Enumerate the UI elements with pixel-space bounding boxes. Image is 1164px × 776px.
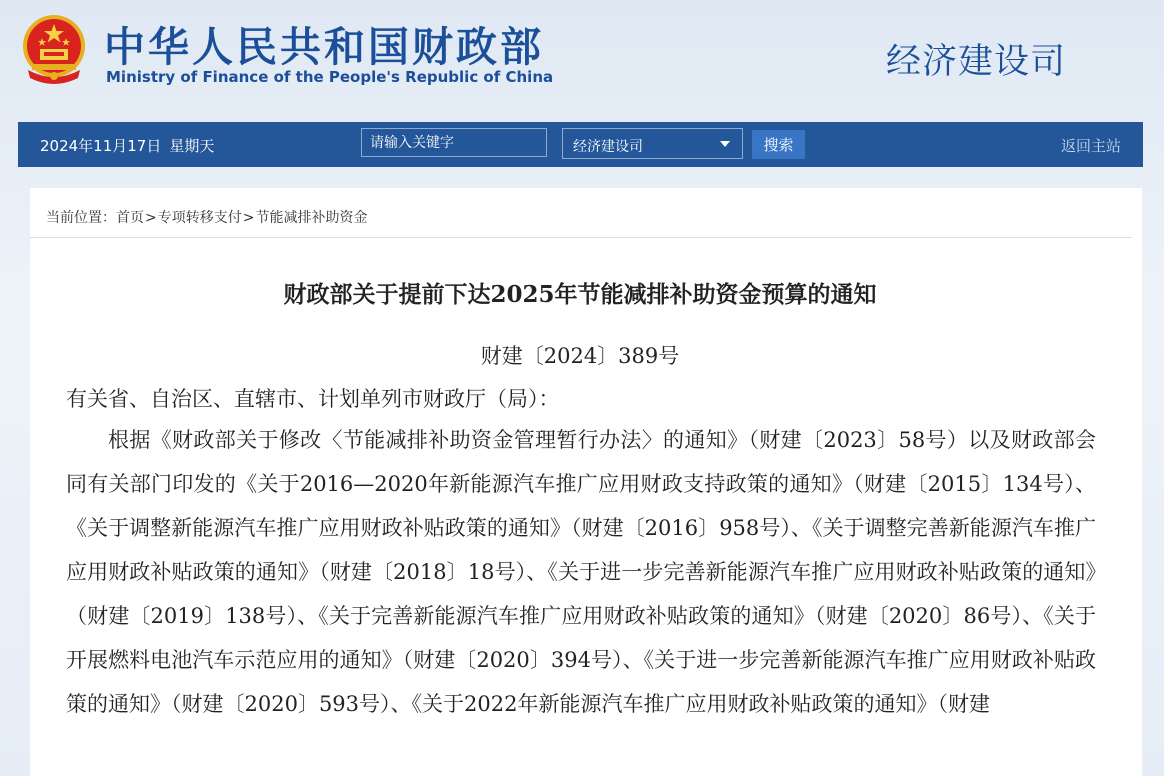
article-panel bbox=[30, 188, 1142, 776]
breadcrumb-home[interactable]: 首页 bbox=[116, 210, 144, 226]
section-title: 经济建设司 bbox=[886, 42, 1067, 82]
date-text: 2024年11月17日 bbox=[40, 137, 162, 155]
national-emblem-icon bbox=[18, 12, 90, 90]
breadcrumb-special-transfer[interactable]: 专项转移支付 bbox=[157, 210, 242, 226]
channel-select-value: 经济建设司 bbox=[573, 139, 643, 155]
breadcrumb bbox=[46, 207, 367, 227]
breadcrumb-label: 当前位置： bbox=[46, 210, 116, 226]
recipients-line: 有关省、自治区、直辖市、计划单列市财政厅（局）： bbox=[66, 387, 560, 411]
breadcrumb-divider bbox=[30, 237, 1132, 238]
breadcrumb-separator: > bbox=[145, 210, 157, 226]
site-name-cn[interactable]: 中华人民共和国财政部 bbox=[104, 23, 544, 71]
breadcrumb-separator: > bbox=[242, 210, 255, 226]
document-number: 财建〔2024〕389号 bbox=[480, 344, 680, 368]
article-title: 财政部关于提前下达2025年节能减排补助资金预算的通知 bbox=[283, 281, 877, 308]
current-date bbox=[40, 135, 222, 156]
nav-bar bbox=[18, 122, 1143, 167]
breadcrumb-energy-subsidy[interactable]: 节能减排补助资金 bbox=[255, 210, 368, 226]
site-name-en[interactable]: Ministry of Finance of the People's Republic of China bbox=[106, 68, 554, 86]
article-body-paragraph: 根据《财政部关于修改〈节能减排补助资金管理暂行办法〉的通知》（财建〔2023〕58号）以及财政部会同有关部门印发的《关于2016—2020年新能源汽车推广应用财政支持政策的通知》（财建〔2015〕134号）、《关于调整新能源汽车推广应用财政补贴政策的通知》（财建〔2016〕958号）、《关于调整完善新能源汽车推广应用财政补贴政策的通知》（财建〔2018〕18号）、《关于进一步完善新能源汽车推广应用财政补贴政策的通知》（财建〔2019〕138号）、《关于完善新能源汽车推广应用财政补贴政策的通知》（财建〔2020〕86号）、《关于开展燃料电池汽车示范应用的通知》（财建〔2020〕394号）、《关于进一步完善新能源汽车推广应用财政补贴政策的通知》（财建〔2020〕593号）、《关于2022年新能源汽车推广应用财政补贴政策的通知》（财建 bbox=[66, 428, 1096, 716]
chevron-down-icon bbox=[720, 141, 730, 147]
back-home-link[interactable]: 返回主站 bbox=[1060, 137, 1121, 155]
channel-select[interactable] bbox=[562, 128, 743, 159]
search-button[interactable]: 搜索 bbox=[752, 130, 805, 159]
weekday-text: 星期天 bbox=[169, 137, 215, 155]
site-header bbox=[0, 0, 1164, 122]
search-input[interactable] bbox=[361, 128, 547, 157]
